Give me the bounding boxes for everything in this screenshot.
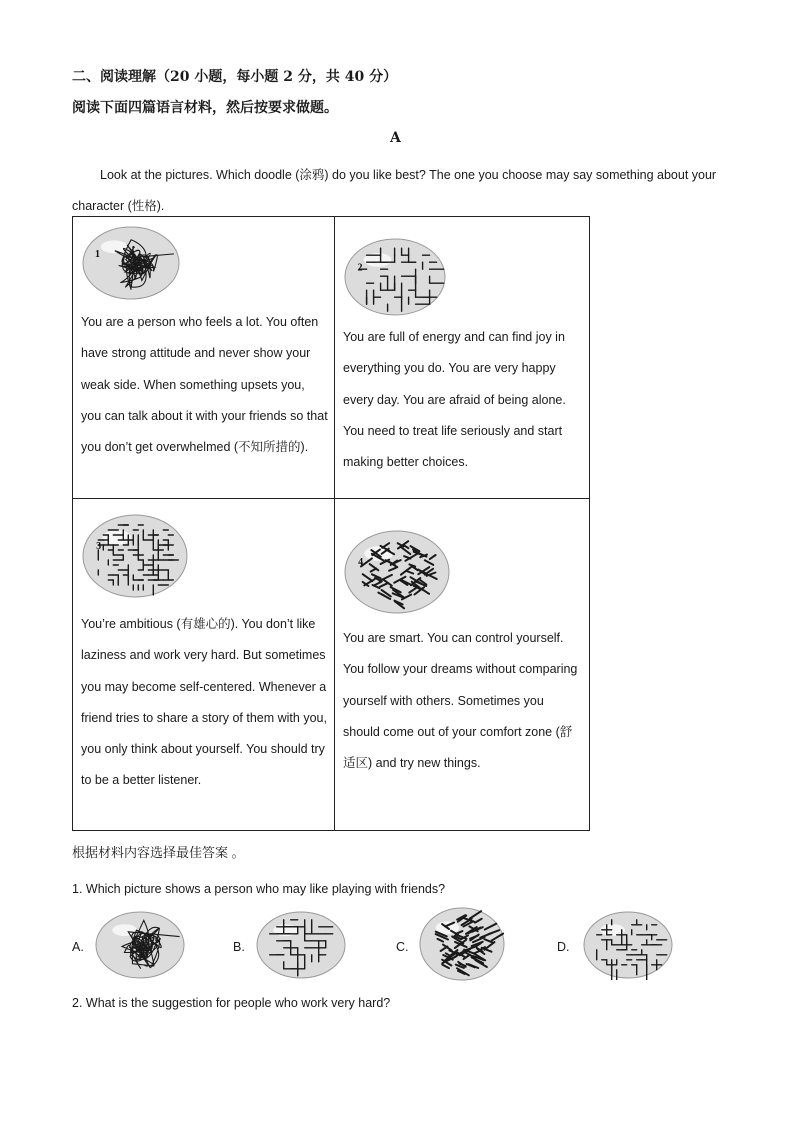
option-a-label[interactable]: A.: [72, 940, 84, 954]
option-a-scribble-image[interactable]: [94, 910, 186, 984]
doodle-cell-3: [73, 499, 335, 830]
option-b-label[interactable]: B.: [233, 940, 245, 954]
scribble-doodle-icon: [81, 225, 181, 305]
passage-label: A: [390, 130, 401, 146]
option-c-label[interactable]: C.: [396, 940, 409, 954]
option-d-label[interactable]: D.: [557, 940, 570, 954]
question-hint: 根据材料内容选择最佳答案 。: [72, 845, 245, 860]
svg-text:4: 4: [358, 557, 364, 569]
doodle-description: You are full of energy and can find joy in everything you do. You are very happy every day. You are afraid of being alone. You need to treat life seriously and start making better choices.: [343, 330, 566, 470]
svg-text:3: 3: [96, 541, 102, 553]
svg-text:2: 2: [357, 262, 363, 274]
doodle-description: You’re ambitious (有雄心的). You don’t like laziness and work very hard. But sometimes you may become self-centered. Whenever a friend tries to share a story of them with you, you only think about yourself. You should try to be a better listener.: [81, 617, 327, 788]
maze-loops-doodle-icon: [343, 237, 447, 321]
passage-intro: Look at the pictures. Which doodle (涂鸦) do you like best? The one you choose may say something about your character (性格).: [72, 168, 717, 213]
option-b-maze-loops-image[interactable]: [255, 910, 347, 984]
woven-ball-doodle-icon: [343, 529, 451, 619]
dense-maze-doodle-icon: [81, 513, 189, 603]
doodle-cell-2: [335, 217, 589, 499]
option-d-dense-maze-image[interactable]: [582, 910, 674, 984]
doodle-table: [72, 216, 590, 831]
option-c-woven-ball-image[interactable]: [418, 906, 506, 986]
question-2-text: 2. What is the suggestion for people who work very hard?: [72, 996, 391, 1010]
svg-text:1: 1: [95, 248, 100, 260]
doodle-cell-1: [73, 217, 335, 499]
question-1-text: 1. Which picture shows a person who may like playing with friends?: [72, 882, 446, 896]
section-title: 二、阅读理解（20 小题，每小题 2 分，共 40 分）: [72, 69, 398, 85]
section-instruction: 阅读下面四篇语言材料，然后按要求做题。: [72, 100, 338, 116]
doodle-description: You are smart. You can control yourself. You follow your dreams without comparing yourself with others. Sometimes you should come out of your comfort zone (舒适区) and try new things.: [343, 631, 578, 771]
doodle-cell-4: [335, 499, 589, 830]
doodle-description: You are a person who feels a lot. You often have strong attitude and never show your weak side. When something upsets you, you can talk about it with your friends so that you don’t get overwhelmed (不知所措的).: [81, 315, 328, 455]
